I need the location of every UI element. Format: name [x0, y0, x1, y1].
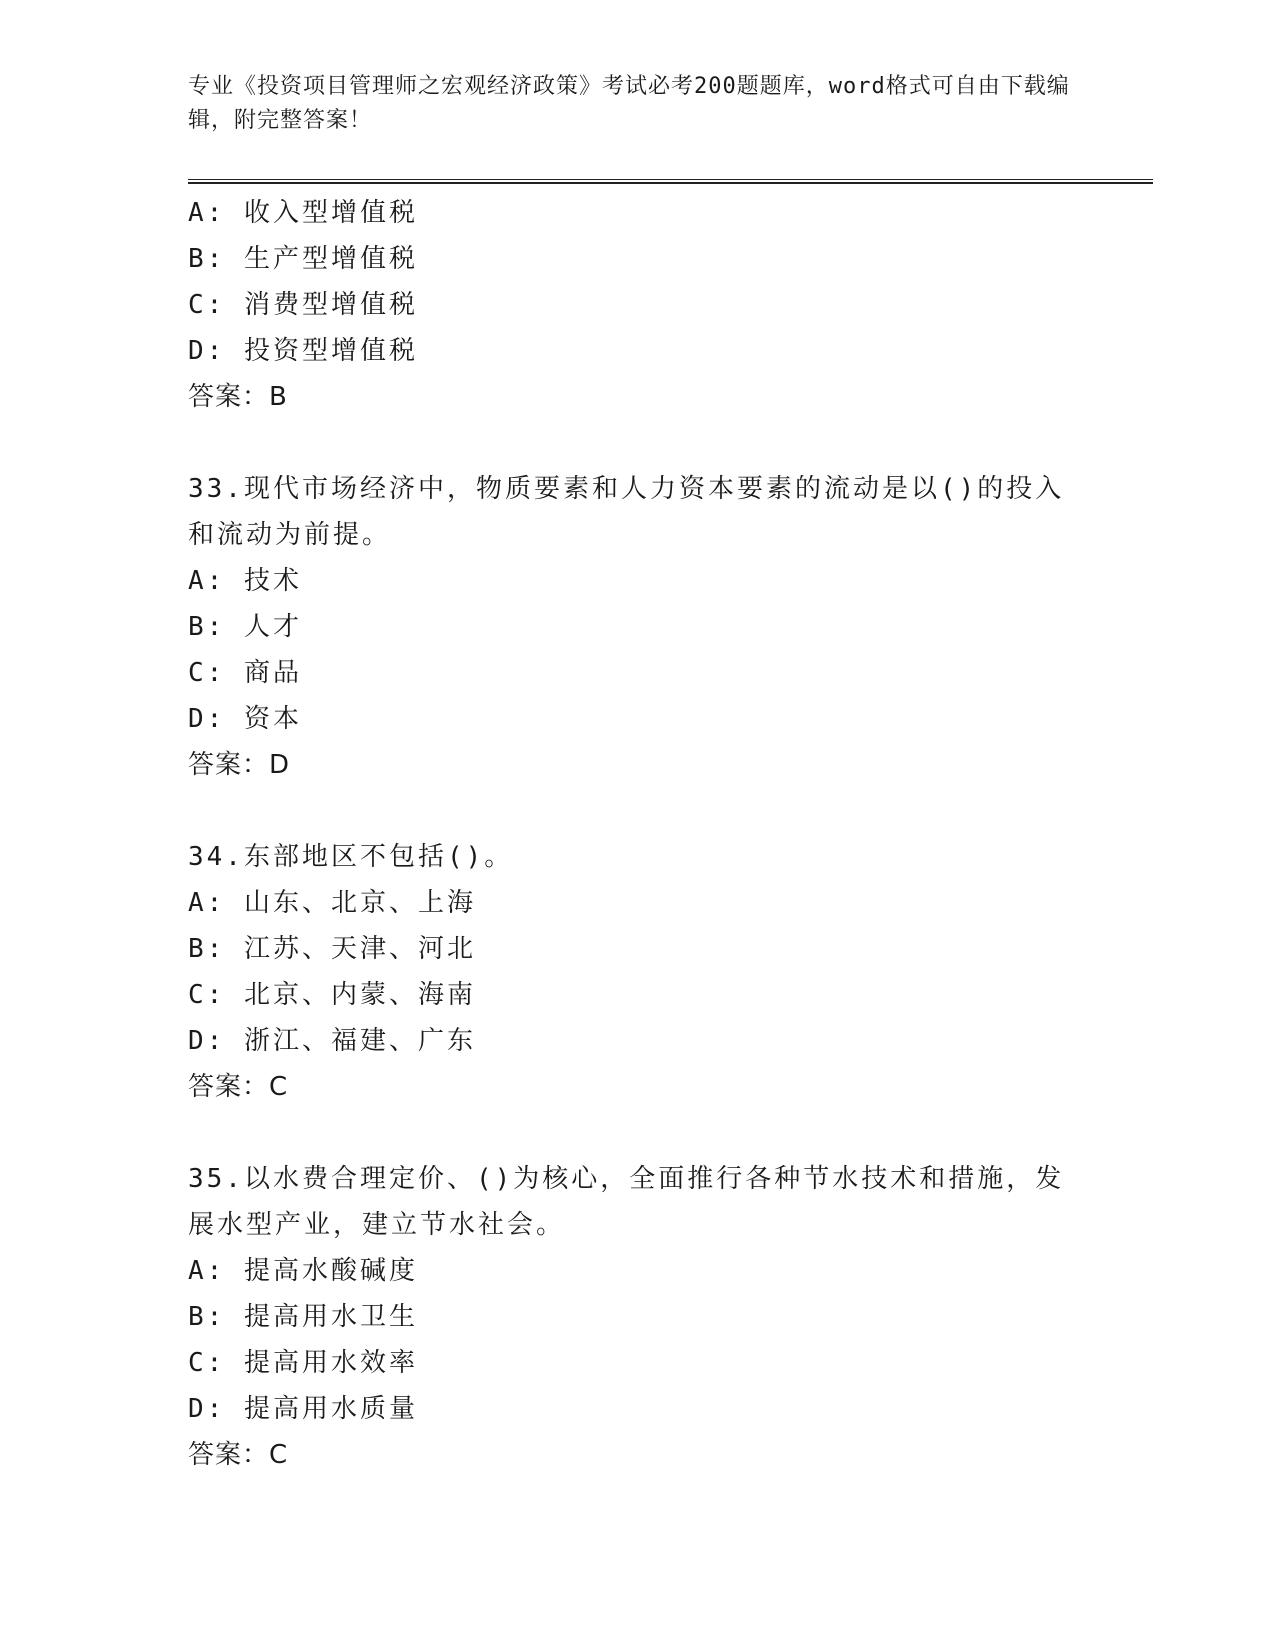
question-33	[188, 466, 1088, 788]
question-32-tail	[188, 190, 1088, 420]
option-a: A: 山东、北京、上海	[188, 888, 476, 918]
question-35	[188, 1156, 1088, 1478]
option-c: C: 消费型增值税	[188, 290, 418, 320]
option-d: D: 提高用水质量	[188, 1394, 418, 1424]
question-34	[188, 834, 1088, 1110]
option-d: D: 资本	[188, 704, 302, 734]
question-stem: 34.东部地区不包括()。	[188, 842, 514, 872]
option-c: C: 商品	[188, 658, 302, 688]
option-d: D: 投资型增值税	[188, 336, 418, 366]
option-a: A: 技术	[188, 566, 302, 596]
answer-line: 答案：D	[188, 750, 291, 780]
option-c: C: 北京、内蒙、海南	[188, 980, 476, 1010]
question-stem: 35.以水费合理定价、()为核心，全面推行各种节水技术和措施，发展水型产业，建立节水社会。	[188, 1164, 1065, 1240]
option-b: B: 提高用水卫生	[188, 1302, 418, 1332]
option-b: B: 生产型增值税	[188, 244, 418, 274]
document-page	[188, 70, 1153, 1470]
option-d: D: 浙江、福建、广东	[188, 1026, 476, 1056]
answer-line: 答案：C	[188, 1072, 289, 1102]
question-list	[188, 190, 1088, 1478]
option-a: A: 提高水酸碱度	[188, 1256, 418, 1286]
document-header: 专业《投资项目管理师之宏观经济政策》考试必考200题题库，word格式可自由下载编辑，附完整答案！	[188, 74, 1070, 133]
option-b: B: 江苏、天津、河北	[188, 934, 476, 964]
option-c: C: 提高用水效率	[188, 1348, 418, 1378]
answer-line: 答案：B	[188, 382, 288, 412]
option-b: B: 人才	[188, 612, 302, 642]
option-a: A: 收入型增值税	[188, 198, 418, 228]
question-stem: 33.现代市场经济中，物质要素和人力资本要素的流动是以()的投入和流动为前提。	[188, 474, 1065, 550]
header-divider	[188, 179, 1153, 184]
answer-line: 答案：C	[188, 1440, 289, 1470]
